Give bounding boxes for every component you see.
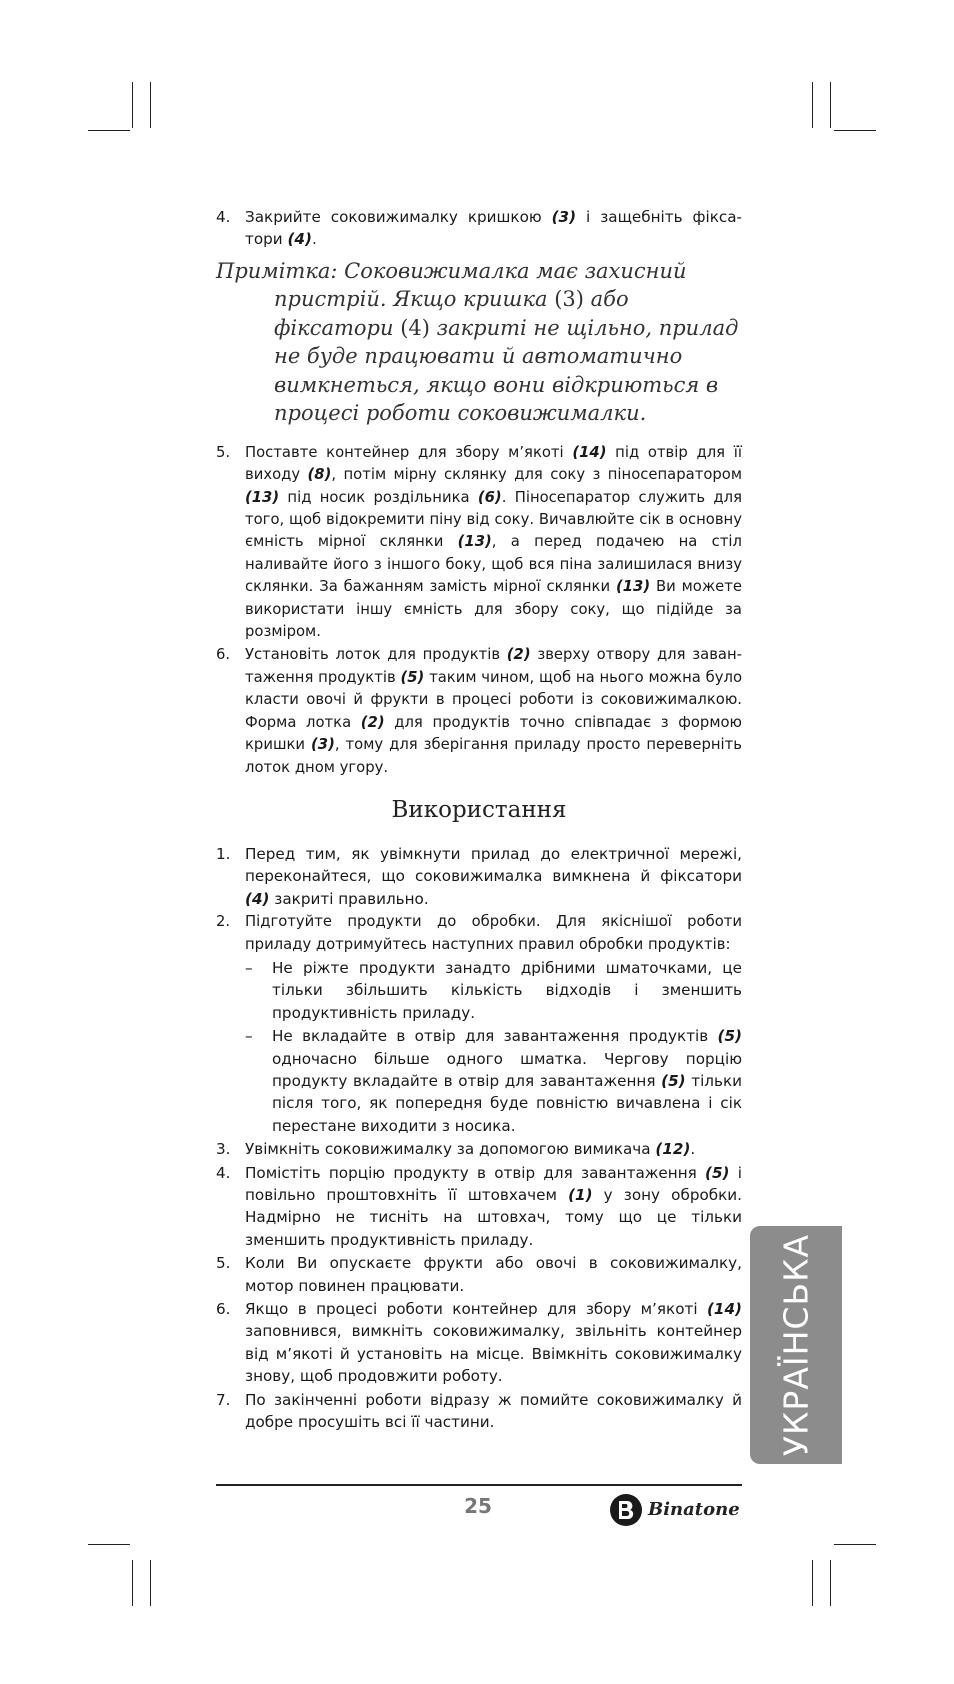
part-ref: (13) [245,488,280,506]
usage-step-1 [216,843,742,910]
step-number: 5. [216,443,231,461]
step-number: 5. [216,1254,231,1273]
usage-bullet-1 [216,957,742,1024]
crop-mark [132,82,133,128]
step-text: Помістіть порцію продукту в отвір для завантаження [245,1163,706,1182]
step-text: заповнився, вимкніть соковижималку, звільніть контейнер від м’якоті й установіть на місце. Ввімкніть соковижималку знову, щоб продовжити роботу. [245,1322,742,1386]
crop-mark [132,1560,133,1606]
step-number: 3. [216,1140,231,1159]
crop-mark [812,82,813,128]
page-number: 25 [464,1494,492,1518]
step-text: під отвір для її виходу [245,443,742,484]
step-text: . Піносепаратор служить для того, щоб відокремити піну від соку. Вичавлюйте сік в основну ємність мірної склянки [245,488,742,551]
part-ref: (13) [615,578,651,596]
part-ref: (14) [572,443,607,461]
step-text: , а перед подачею на стіл наливайте його з іншого боку, щоб вся піна залишилася внизу склянки. За бажанням замість мірної склянки [245,533,743,596]
part-ref: (5) [400,668,425,686]
step-text: Ви можете використати іншу ємність для збору соку, що підійде за розміром. [245,578,742,641]
usage-step-3 [216,1138,742,1160]
step-text: зверху отвору для зaван-таження продуктів [245,646,742,686]
crop-mark [830,82,831,128]
step-text: Якщо в процесі роботи контейнер для збору м’якоті [245,1300,707,1319]
usage-step-7 [216,1389,742,1434]
bullet-text: Не вкладайте в отвір для завантаження продуктів [272,1027,718,1046]
note-text: Примітка: Соковижималка має захисний пристрій. Якщо кришка [216,258,687,312]
crop-mark [834,130,876,131]
step-text: , тому для зберігання приладу просто переверніть лоток дном угору. [245,736,742,776]
crop-mark [150,82,151,128]
crop-mark [834,1544,876,1545]
assembly-step-4 [216,206,742,251]
usage-step-2 [216,911,742,956]
step-text: , потім мірну склянку для соку з піносепаратором [331,466,742,484]
step-number: 2. [216,913,231,931]
usage-step-4 [216,1162,742,1252]
step-text: Поставте контейнер для збору м’якоті [245,443,573,461]
part-ref: (4) [400,315,430,340]
step-text: Підготуйте продукти до обробки. Для якіснішої роботи приладу дотримуйтесь наступних правил обробки продуктів: [245,913,742,953]
usage-step-5 [216,1252,742,1297]
step-number: 4. [216,1163,231,1182]
bullet-text: одночасно більше одного шматка. Чергову порцію продукту вкладайте в отвір для завантаження [272,1049,742,1090]
step-text: і повільно проштовхніть її штовхачем [245,1163,742,1204]
crop-mark [812,1560,813,1606]
part-ref: (3) [551,208,577,226]
part-ref: (3) [311,736,335,754]
assembly-step-6 [216,644,742,778]
brand-name: Binatone [648,1499,740,1520]
part-ref: (13) [457,533,492,551]
note-text: закриті не щільно, прилад не буде працювати й автоматично вимкнеться, якщо вони відкриються в процесі роботи соковижималки. [274,315,739,426]
language-tab [750,1226,842,1464]
crop-mark [88,130,130,131]
bullet-text: Не ріжте продукти занадто дрібними шматочками, це тільки збільшить кількість відходів і зменшить продуктивність приладу. [272,958,742,1022]
assembly-step-5 [216,442,742,644]
part-ref: (3) [554,287,584,312]
brand-logo [608,1492,742,1530]
step-text: для продуктів точно співпадає з формою кришки [245,713,742,754]
step-text: Увімкніть соковижималку за допомогою вимикача [245,1140,656,1159]
binatone-logo-icon [608,1492,646,1528]
part-ref: (12) [655,1140,691,1159]
bullet-text: тільки після того, як попередня буде повністю вичавлена і сік перестане виходити з носика. [272,1071,742,1135]
step-number: 6. [216,1300,231,1319]
part-ref: (4) [287,230,312,249]
step-text: у зону обробки. Надмірно не тисніть на штовхач, тому що це тільки зменшить продуктивність приладу. [245,1186,742,1249]
step-text: закриті правильно. [269,889,429,908]
step-text: таким чином, щоб на нього можна було класти овочі й фрукти в процесі роботи із соковижималкою. Форма лотка [245,668,742,731]
step-number: 7. [216,1390,231,1409]
section-title: Використання [391,796,567,823]
part-ref: (6) [477,488,502,506]
part-ref: (14) [706,1300,742,1319]
step-text: Коли Ви опускаєте фрукти або овочі в соковижималку, мотор повинен працювати. [245,1254,742,1295]
part-ref: (5) [717,1027,742,1046]
part-ref: (2) [506,646,531,664]
step-text: . [311,230,317,249]
step-number: 4. [216,208,231,226]
language-label: УКРАЇНСЬКА [776,1233,816,1457]
step-text: . [690,1140,696,1159]
crop-mark [88,1544,130,1545]
footer-rule [216,1484,742,1486]
step-number: 6. [216,646,231,664]
safety-note [216,257,742,428]
usage-bullet-2 [216,1025,742,1137]
part-ref: (5) [661,1071,686,1090]
page-content [216,206,742,1434]
part-ref: (5) [705,1163,730,1182]
bullet-dash: – [245,1027,253,1046]
step-number: 1. [216,844,231,863]
step-text: і защебніть фікса-тори [245,208,743,249]
crop-mark [150,1560,151,1606]
step-text: По закінченні роботи відразу ж помийте соковижималку й добре просушіть всі її частини. [245,1390,742,1432]
note-text: або фіксатори [274,287,629,340]
step-text: під носик роздільника [279,488,478,506]
step-text: Перед тим, як увімкнути прилад до електричної мережі, переконайтеся, що соковижималка вимкнена й фіксатори [245,844,742,886]
bullet-dash: – [245,958,253,977]
usage-step-6 [216,1298,742,1388]
part-ref: (4) [245,889,270,908]
crop-mark [830,1560,831,1606]
part-ref: (1) [568,1186,593,1204]
part-ref: (2) [360,713,385,731]
step-text: Закрийте соковижималку кришкою [245,208,552,226]
step-text: Установіть лоток для продуктів [245,646,507,664]
part-ref: (8) [307,466,332,484]
